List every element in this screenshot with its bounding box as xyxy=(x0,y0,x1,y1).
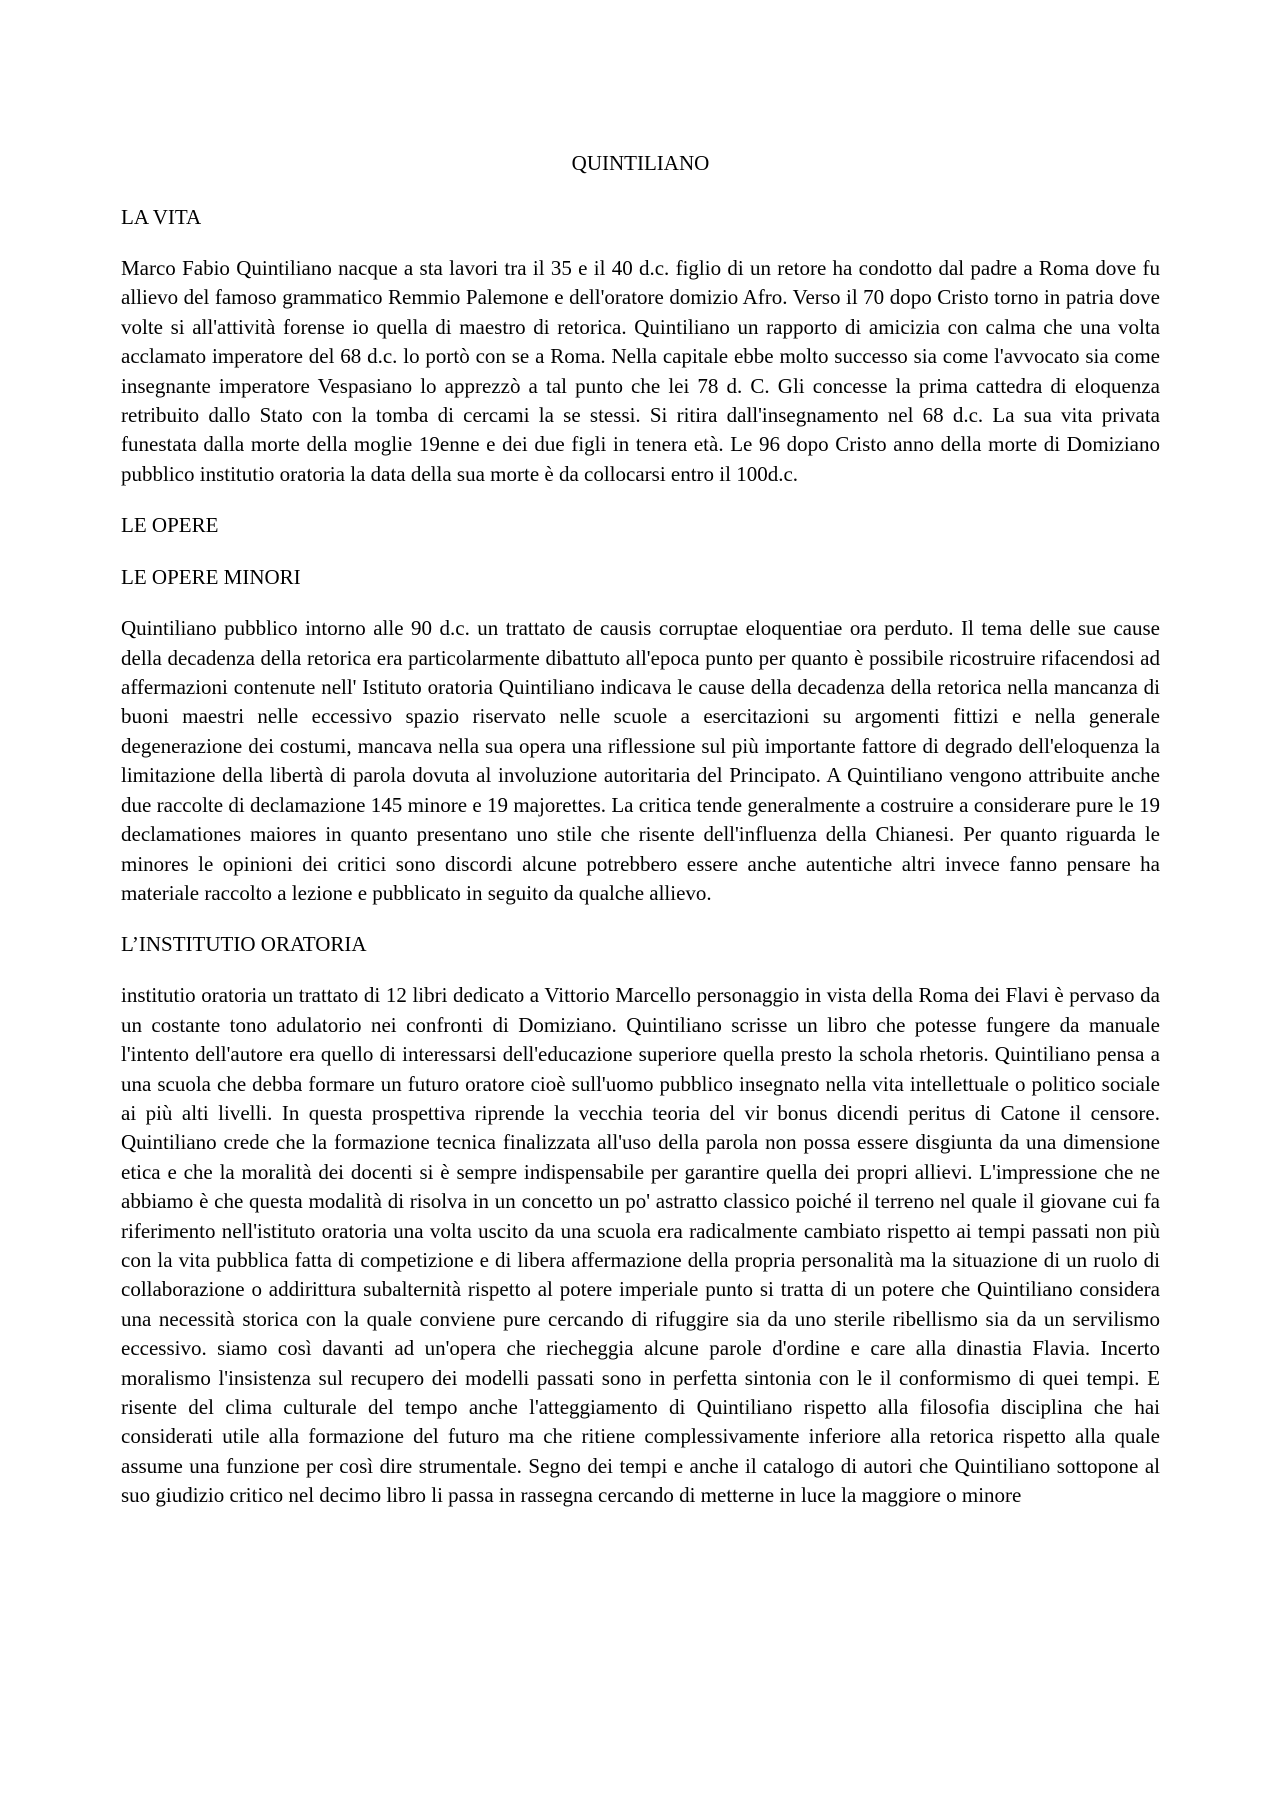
paragraph-la-vita: Marco Fabio Quintiliano nacque a sta lavori tra il 35 e il 40 d.c. figlio di un retore ha condotto dal padre a Roma dove fu allievo del famoso grammatico Remmio Palemone e dell'oratore domizio Afro. Verso il 70 dopo Cristo torno in patria dove volte si all'attività forense io quella di maestro di retorica. Quintiliano un rapporto di amicizia con calma che una volta acclamato imperatore del 68 d.c. lo portò con se a Roma. Nella capitale ebbe molto successo sia come l'avvocato sia come insegnante imperatore Vespasiano lo apprezzò a tal punto che lei 78 d. C. Gli concesse la prima cattedra di eloquenza retribuito dallo Stato con la tomba di cercami la se stessi. Si ritira dall'insegnamento nel 68 d.c. La sua vita privata funestata dalla morte della moglie 19enne e dei due figli in tenera età. Le 96 dopo Cristo anno della morte di Domiziano pubblico institutio oratoria la data della sua morte è da collocarsi entro il 100d.c. xyxy=(121,256,1160,486)
section-heading-la-vita: LA VITA xyxy=(121,205,202,229)
paragraph-le-opere-minori: Quintiliano pubblico intorno alle 90 d.c. un trattato de causis corruptae eloquentiae ora perduto. Il tema delle sue cause della decadenza della retorica era particolarmente dibattuto all'epoca punto per quanto è possibile ricostruire rifacendosi ad affermazioni contenute nell' Istituto oratoria Quintiliano indicava le cause della decadenza della retorica nella mancanza di buoni maestri nelle eccessivo spazio riservato nelle scuole a esercitazioni su argomenti fittizi e nella generale degenerazione dei costumi, mancava nella sua opera una riflessione sul più importante fattore di degrado dell'eloquenza la limitazione della libertà di parola dovuta al involuzione autoritaria del Principato. A Quintiliano vengono attribuite anche due raccolte di declamazione 145 minore e 19 majorettes. La critica tende generalmente a costruire a considerare pure le 19 declamationes maiores in quanto presentano uno stile che risente dell'influenza della Chianesi. Per quanto riguarda le minores le opinioni dei critici sono discordi alcune potrebbero essere anche autentiche altri invece fanno pensare ha materiale raccolto a lezione e pubblicato in seguito da qualche allievo. xyxy=(121,616,1160,905)
document-title: QUINTILIANO xyxy=(571,151,710,175)
paragraph-institutio-oratoria: institutio oratoria un trattato di 12 libri dedicato a Vittorio Marcello personaggio in vista della Roma dei Flavi è pervaso da un costante tono adulatorio nei confronti di Domiziano. Quintiliano scrisse un libro che potesse fungere da manuale l'intento dell'autore era quello di interessarsi dell'educazione superiore quella presto la schola rhetoris. Quintiliano pensa a una scuola che debba formare un futuro oratore cioè sull'uomo pubblico insegnato nella vita intellettuale o politico sociale ai più alti livelli. In questa prospettiva riprende la vecchia teoria del vir bonus dicendi peritus di Catone il censore. Quintiliano crede che la formazione tecnica finalizzata all'uso della parola non possa essere disgiunta da una dimensione etica e che la moralità dei docenti si è sempre indispensabile per garantire quella dei propri allievi. L'impressione che ne abbiamo è che questa modalità di risolva in un concetto un po' astratto classico poiché il terreno nel quale il giovane cui fa riferimento nell'istituto oratoria una volta uscito da una scuola era radicalmente cambiato rispetto ai tempi passati non più con la vita pubblica fatta di competizione e di libera affermazione della propria personalità ma la situazione di un ruolo di collaborazione o addirittura subalternità rispetto al potere imperiale punto si tratta di un potere che Quintiliano considera una necessità storica con la quale conviene pure cercando di rifuggire sia da uno sterile ribellismo sia da un servilismo eccessivo. siamo così davanti ad un'opera che riecheggia alcune parole d'ordine e care alla dinastia Flavia. Incerto moralismo l'insistenza sul recupero dei modelli passati sono in perfetta sintonia con le il conformismo di quei tempi. E risente del clima culturale del tempo anche l'atteggiamento di Quintiliano rispetto alla filosofia disciplina che hai considerati utile alla formazione del futuro ma che ritiene complessivamente inferiore alla retorica rispetto alla quale assume una funzione per così dire strumentale. Segno dei tempi e anche il catalogo di autori che Quintiliano sottopone al suo giudizio critico nel decimo libro li passa in rassegna cercando di metterne in luce la maggiore o minore xyxy=(121,983,1160,1508)
document-body xyxy=(121,148,1160,1532)
section-heading-institutio-oratoria: L’INSTITUTIO ORATORIA xyxy=(121,932,367,957)
section-heading-le-opere: LE OPERE xyxy=(121,513,219,538)
section-heading-le-opere-minori: LE OPERE MINORI xyxy=(121,565,301,590)
